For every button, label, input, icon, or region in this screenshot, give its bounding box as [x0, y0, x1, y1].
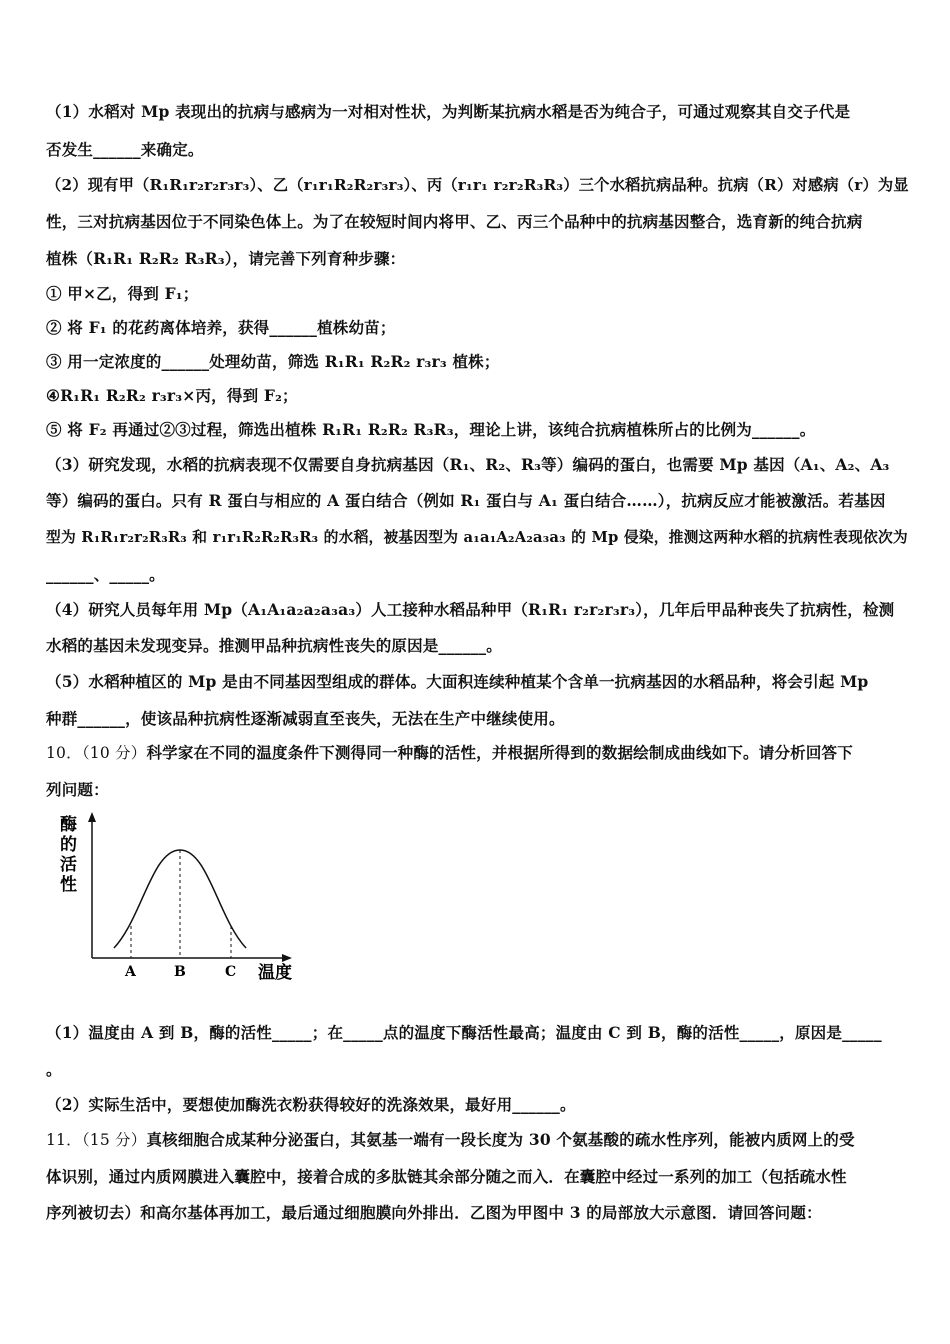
q9-step-2: ② 将 F₁ 的花药离体培养，获得______植株幼苗；	[46, 318, 396, 337]
q10-stem-text: 科学家在不同的温度条件下测得同一种酶的活性，并根据所得到的数据绘制成曲线如下。请分析回答下	[146, 743, 853, 762]
q9-part2-line1: （2）现有甲（R₁R₁r₂r₂r₃r₃）、乙（r₁r₁R₂R₂r₃r₃）、丙（r₁r₁ r₂r₂R₃R₃）三个水稻抗病品种。抗病（R）对感病（r）为显	[46, 176, 909, 194]
y-axis-label-char-1: 酶	[60, 815, 77, 835]
q9-part1-line1: （1）水稻对 Mp 表现出的抗病与感病为一对相对性状，为判断某抗病水稻是否为纯合子，可通过观察其自交子代是	[46, 102, 851, 121]
q9-part2-line2: 性，三对抗病基因位于不同染色体上。为了在较短时间内将甲、乙、丙三个品种中的抗病基因整合，选育新的纯合抗病	[46, 212, 863, 231]
q9-step-4: ④R₁R₁ R₂R₂ r₃r₃×丙，得到 F₂；	[46, 386, 298, 405]
q9-part4-line2: 水稻的基因未发现变异。推测甲品种抗病性丧失的原因是______。	[46, 636, 502, 655]
q9-part3-line2: 等）编码的蛋白。只有 R 蛋白与相应的 A 蛋白结合（例如 R₁ 蛋白与 A₁ 蛋白结合……），抗病反应才能被激活。若基因	[46, 491, 886, 510]
q9-part2-line3: 植株（R₁R₁ R₂R₂ R₃R₃），请完善下列育种步骤：	[46, 249, 406, 268]
enzyme-activity-figure	[52, 808, 312, 988]
q9-step-5: ⑤ 将 F₂ 再通过②③过程，筛选出植株 R₁R₁ R₂R₂ R₃R₃，理论上讲，该纯合抗病植株所占的比例为______。	[46, 420, 816, 439]
q9-step-3: ③ 用一定浓度的______处理幼苗，筛选 R₁R₁ R₂R₂ r₃r₃ 植株；	[46, 352, 500, 371]
q9-part3-line3: 型为 R₁R₁r₂r₂R₃R₃ 和 r₁r₁R₂R₂R₃R₃ 的水稻，被基因型为 a₁a₁A₂A₂a₃a₃ 的 Mp 侵染，推测这两种水稻的抗病性表现依次为	[46, 529, 908, 546]
q11-stem-text: 真核细胞合成某种分泌蛋白，其氨基一端有一段长度为 30 个氨基酸的疏水性序列，能被内质网上的受	[146, 1130, 855, 1149]
q9-part3-line1: （3）研究发现，水稻的抗病表现不仅需要自身抗病基因（R₁、R₂、R₃等）编码的蛋白，也需要 Mp 基因（A₁、A₂、A₃	[46, 455, 890, 474]
x-axis-label: 温度	[258, 963, 292, 983]
q10-sub1-line2: 。	[46, 1060, 62, 1079]
q10-score: （10 分）	[81, 744, 147, 762]
q9-part5-line2: 种群______，使该品种抗病性逐渐减弱直至丧失，无法在生产中继续使用。	[46, 709, 565, 728]
q11-score: （15 分）	[81, 1131, 147, 1149]
q9-part5-line1: （5）水稻种植区的 Mp 是由不同基因型组成的群体。大面积连续种植某个含单一抗病基因的水稻品种，将会引起 Mp	[46, 672, 869, 691]
q10-stem-line1	[46, 743, 908, 763]
q10-sub2: （2）实际生活中，要想使加酶洗衣粉获得较好的洗涤效果，最好用______。	[46, 1095, 576, 1114]
q10-number: 10．	[46, 744, 82, 762]
tick-label-a: A	[125, 964, 136, 980]
q9-part1-line2: 否发生______来确定。	[46, 140, 204, 159]
q11-stem-line1	[46, 1130, 908, 1150]
q10-stem-line2: 列问题：	[46, 780, 109, 799]
tick-label-b: B	[174, 964, 186, 980]
q11-stem-line2: 体识别，通过内质网膜进入囊腔中，接着合成的多肽链其余部分随之而入．在囊腔中经过一系列的加工（包括疏水性	[46, 1167, 847, 1186]
q9-step-1: ① 甲×乙，得到 F₁；	[46, 284, 199, 303]
y-axis-label-char-4: 性	[60, 875, 77, 895]
y-axis-label-char-2: 的	[60, 835, 77, 855]
q10-sub1-line1: （1）温度由 A 到 B，酶的活性_____；在_____点的温度下酶活性最高；温度由 C 到 B，酶的活性_____，原因是_____	[46, 1023, 882, 1042]
q9-part4-line1: （4）研究人员每年用 Mp（A₁A₁a₂a₂a₃a₃）人工接种水稻品种甲（R₁R₁ r₂r₂r₃r₃），几年后甲品种丧失了抗病性，检测	[46, 600, 895, 619]
tick-label-c: C	[225, 964, 237, 980]
q9-part3-line4: ______、_____。	[46, 565, 165, 584]
y-axis-label-char-3: 活	[60, 855, 77, 875]
x-axis-arrow	[282, 954, 292, 962]
q11-stem-line3: 序列被切去）和高尔基体再加工，最后通过细胞膜向外排出．乙图为甲图中 3 的局部放大示意图．请回答问题：	[46, 1203, 822, 1222]
y-axis-arrow	[88, 812, 96, 822]
q11-number: 11．	[46, 1131, 82, 1149]
